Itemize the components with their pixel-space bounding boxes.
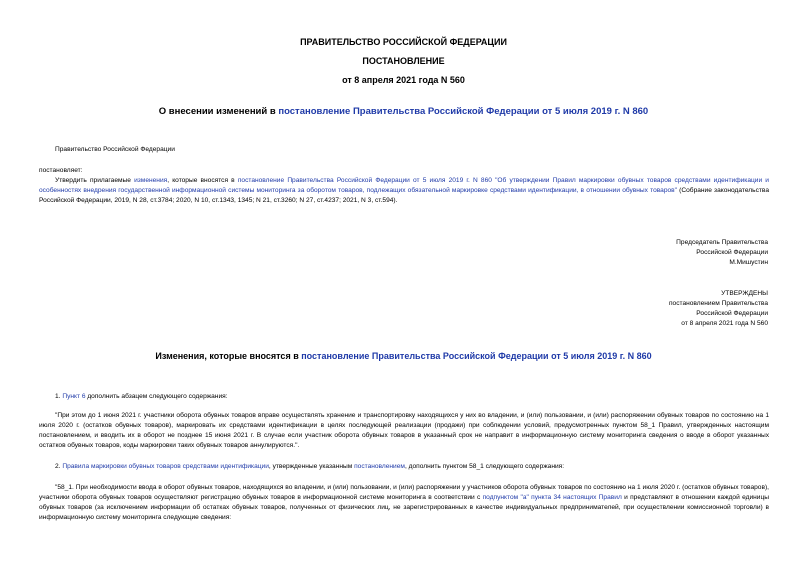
approved-line-3: Российской Федерации (696, 310, 768, 317)
signature-line-2: Российской Федерации (696, 249, 768, 256)
signature-line-1: Председатель Правительства (676, 239, 768, 246)
changes-title (0, 351, 807, 361)
item-58-1-text-a: "58_1. При необходимости ввода в оборот обувных товаров, находящихся во владении, и (или) пользовании, и (или) распоряжении у участников оборота обувных товаров по состоянию на 1 июля 2020 г. (остатков обувных товаров), участники оборота обувных товаров осуществляют регистрацию обувных товаров в информационной системе мониторинга в соответствии с (39, 484, 769, 501)
item-2-link-resolution[interactable]: постановлением (354, 463, 405, 470)
signature-line-3: М.Мишустин (729, 259, 768, 266)
item-1 (55, 392, 228, 402)
signature-block (450, 238, 768, 268)
approve-text-2: , которые вносятся в (167, 177, 238, 184)
title-prefix: О внесении изменений в (158, 106, 279, 117)
approved-block (450, 289, 768, 329)
item-1-link[interactable]: Пункт 6 (62, 393, 86, 400)
item-1-quote: "При этом до 1 июня 2021 г. участники оборота обувных товаров вправе осуществлять хранение и транспортировку находящихся у них во владении, и (или) пользовании, и (или) распоряжении обувных товаров по состоянию на 1 июля 2020 г. (остатков обувных товаров), маркировать их средствами идентификации в целях последующей реализации (продажи) при соблюдении условий, предусмотренных пунктом 58_1 Правил, утвержденных настоящим постановлением, и вводить их в оборот не позднее 15 июня 2021 г. В случае если участник оборота обувных товаров в указанный срок не направит в информационную систему мониторинга сведения о вводе в оборот указанных остатков обувных товаров, коды маркировки таких обувных товаров аннулируются.". (39, 412, 769, 449)
approved-line-1: УТВЕРЖДЕНЫ (721, 290, 768, 297)
item-2-mid: , утвержденные указанным (268, 463, 355, 470)
approved-line-2: постановлением Правительства (668, 300, 768, 307)
approved-line-4: от 8 апреля 2021 года N 560 (681, 320, 768, 327)
changes-title-prefix: Изменения, которые вносятся в (155, 351, 302, 361)
item-58-1-text-b: и представляют в отношении каждой единицы обувных товаров (за исключением информации об остатках обувных товаров, полученных от физических лиц, не зарегистрированных в качестве индивидуальных предпринимателей, при осуществлении комиссионной торговли) в информационную систему мониторинга следующие сведения: (39, 494, 769, 521)
item-1-text: дополнить абзацем следующего содержания: (85, 393, 228, 400)
approve-text-1: Утвердить прилагаемые (55, 177, 135, 184)
item-58-1-link[interactable]: подпунктом "а" пункта 34 настоящих Правил (482, 494, 622, 501)
changes-title-link[interactable]: постановление Правительства Российской Федерации от 5 июля 2019 г. N 860 (301, 351, 652, 361)
approve-paragraph (39, 176, 769, 206)
item-2 (55, 462, 564, 472)
approve-link-resolution[interactable]: постановление Правительства Российской Федерации от 5 июля 2019 г. N 860 "Об утверждении Правил маркировки обувных товаров средствами идентификации и особенностях внедрения государственной информационной системы мониторинга за оборотом товаров, подлежащих обязательной маркировке средствами идентификации, в отношении обувных товаров" (39, 177, 769, 194)
approve-link-changes[interactable]: изменения (134, 177, 168, 184)
approve-text-3: (Собрание законодательства Российской Федерации, 2019, N 28, ст.3784; 2020, N 10, ст.1343, 1345; N 21, ст.3260; N 27, ст.4237; 2021, N 3, ст.594). (39, 187, 769, 204)
org-heading: ПРАВИТЕЛЬСТВО РОССИЙСКОЙ ФЕДЕРАЦИИ (300, 37, 507, 47)
item-2-number: 2. (55, 463, 63, 470)
document-title (0, 106, 807, 117)
item-2-text: , дополнить пунктом 58_1 следующего содержания: (404, 463, 565, 470)
title-link[interactable]: постановление Правительства Российской Федерации от 5 июля 2019 г. N 860 (278, 106, 649, 117)
item-1-number: 1. (55, 393, 63, 400)
item-58-1-paragraph (39, 483, 769, 523)
decides-text: постановляет: (39, 167, 83, 174)
date-heading: от 8 апреля 2021 года N 560 (342, 75, 465, 85)
doc-type-heading: ПОСТАНОВЛЕНИЕ (362, 56, 445, 66)
gov-text: Правительство Российской Федерации (55, 146, 175, 153)
item-2-link-rules[interactable]: Правила маркировки обувных товаров средствами идентификации (62, 463, 269, 470)
